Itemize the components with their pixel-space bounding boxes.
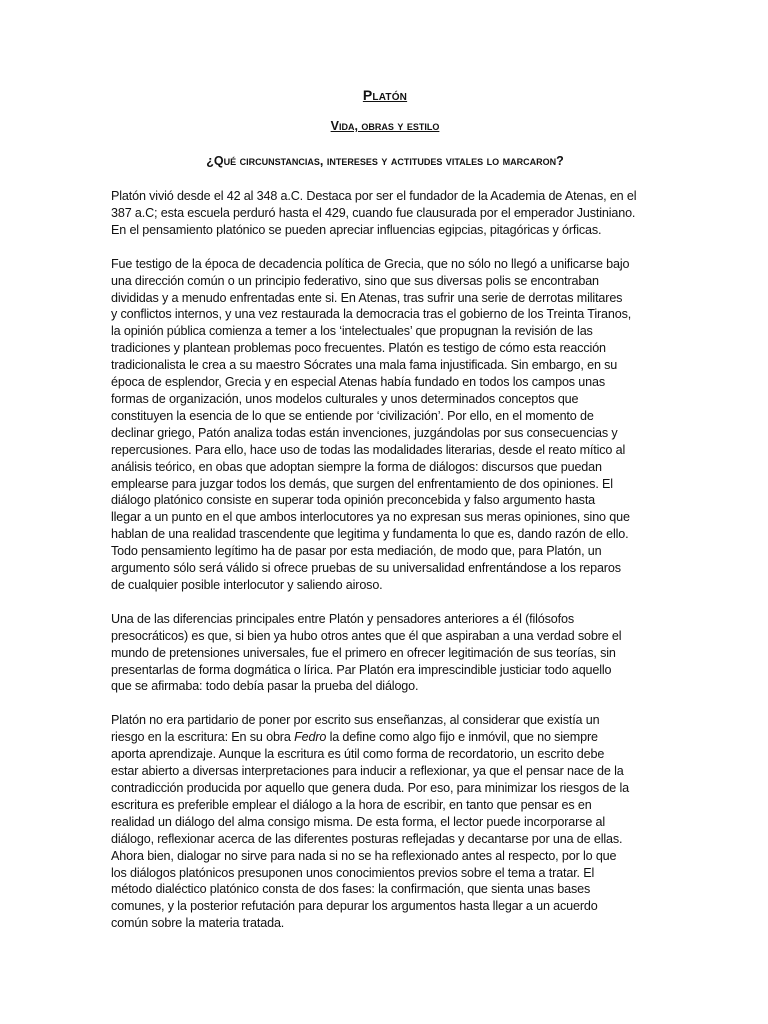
section-question: ¿Qué circunstancias, intereses y actitudes vitales lo marcaron? <box>206 154 564 168</box>
text-line: 387 a.C; esta escuela perduró hasta el 429, cuando fue clausurada por el emperador Justiniano. <box>111 205 636 220</box>
text-line: diálogo platónico consiste en superar toda opinión preconcebida y falso argumento hasta <box>111 493 596 508</box>
paragraph-2 <box>111 256 659 594</box>
text-line: declinar griego, Patón analiza todas están invenciones, juzgándolas por sus consecuencias y <box>111 425 618 440</box>
text-line: contradicción producida por aquello que genera duda. Por eso, para minimizar los riesgos de la <box>111 781 629 795</box>
text-line: de cualquier posible interlocutor y saliendo airoso. <box>111 577 383 592</box>
document-body <box>111 188 659 949</box>
paragraph-1 <box>111 188 659 239</box>
text-line: análisis teórico, en obas que adoptan siempre la forma de diálogos: discursos que puedan <box>111 459 602 474</box>
text-line: tradicionalista le crea a su maestro Sócrates una mala fama injustificada. Sin embargo, en su <box>111 358 618 373</box>
text-line: riesgo en la escritura: En su obra Fedro la define como algo fijo e inmóvil, que no siempre <box>111 730 598 745</box>
text-line: argumento sólo será válido si ofrece pruebas de su universalidad enfrentándose a los reparos <box>111 561 621 576</box>
text-line: constituyen la esencia de lo que se entiende por ‘civilización’. Por ello, en el momento de <box>111 408 594 423</box>
text-line: Platón no era partidario de poner por escrito sus enseñanzas, al considerar que existía un <box>111 713 600 728</box>
text-line: diálogo, reflexionar acerca de las diferentes posturas reflejadas y decantarse por una de ellas. <box>111 831 623 846</box>
document-subtitle: Vida, obras y estilo <box>330 119 440 133</box>
text-line: Ahora bien, dialogar no sirve para nada si no se ha reflexionado antes al respecto, por lo que <box>111 848 617 863</box>
text-line: Platón vivió desde el 42 al 348 a.C. Destaca por ser el fundador de la Academia de Atenas, en el <box>111 189 637 203</box>
text-line: que se afirmaba: todo debía pasar la prueba del diálogo. <box>111 679 419 694</box>
italic-title: Fedro <box>294 730 327 745</box>
text-line: presocráticos) es que, si bien ya hubo otros antes que él que aspiraban a una verdad sobre el <box>111 628 622 643</box>
text-line: formas de organización, unos modelos culturales y unos determinados conceptos que <box>111 391 579 406</box>
text-line: divididas y a menudo enfrentadas ente si. En Atenas, tras sufrir una serie de derrotas militares <box>111 290 623 305</box>
text-line: y conflictos internos, y una vez restaurada la democracia tras el gobierno de los Treinta Tiranos, <box>111 307 632 322</box>
document-title: Platón <box>362 87 408 103</box>
text-line: los diálogos platónicos presuponen unos conocimientos previos sobre el tema a tratar. El <box>111 865 595 880</box>
text-line: hablan de una realidad trascendente que legitima y fundamenta lo que es, dando razón de ello. <box>111 527 629 542</box>
text-line: Una de las diferencias principales entre Platón y pensadores anteriores a él (filósofos <box>111 611 574 626</box>
paragraph-3 <box>111 611 659 696</box>
text-line: llegar a un punto en el que ambos interlocutores ya no expresan sus meras opiniones, sino que <box>111 510 630 525</box>
text-line: común sobre la materia tratada. <box>111 916 285 931</box>
text-line: mundo de pretensiones universales, fue el primero en ofrecer legitimación de sus teorías, sin <box>111 645 616 660</box>
text-line: Fue testigo de la época de decadencia política de Grecia, que no sólo no llegó a unificarse bajo <box>111 256 630 271</box>
text-line: Todo pensamiento legítimo ha de pasar por esta mediación, de modo que, para Platón, un <box>111 544 602 559</box>
text-line: la opinión pública comienza a temer a los ‘intelectuales’ que propugnan la revisión de las <box>111 324 593 339</box>
text-line: En el pensamiento platónico se pueden apreciar influencias egipcias, pitagóricas y órficas. <box>111 222 602 237</box>
text-line: estar abierto a diversas interpretaciones para inducir a reflexionar, ya que el pensar nace de la <box>111 764 624 779</box>
text-line: escritura es preferible emplear el diálogo a la hora de escribir, en tanto que pensar es en <box>111 797 592 812</box>
text-line: una dirección común o un principio federativo, sino que sus diversas polis se encontraban <box>111 273 599 288</box>
text-line: tradiciones y plantean problemas poco frecuentes. Platón es testigo de cómo esta reacción <box>111 341 606 356</box>
text-line: emplearse para juzgar todos los demás, que surgen del enfrentamiento de dos opiniones. El <box>111 476 613 491</box>
text-line: aporta aprendizaje. Aunque la escritura es útil como forma de recordatorio, un escrito debe <box>111 747 605 762</box>
text-line: época de esplendor, Grecia y en especial Atenas había fundado en todos los campos unas <box>111 375 605 390</box>
text-line: realidad un diálogo del alma consigo misma. De esta forma, el lector puede incorporarse al <box>111 814 606 829</box>
text-line: presentarlas de forma dogmática o lírica. Par Platón era imprescindible justiciar todo aquello <box>111 662 612 677</box>
text-line: repercusiones. Para ello, hace uso de todas las modalidades literarias, desde el reato mítico al <box>111 442 626 457</box>
text-line: método dialéctico platónico consta de dos fases: la confirmación, que sienta unas bases <box>111 882 591 897</box>
text-line: comunes, y la posterior refutación para depurar los argumentos hasta llegar a un acuerdo <box>111 899 598 914</box>
paragraph-4 <box>111 712 659 932</box>
